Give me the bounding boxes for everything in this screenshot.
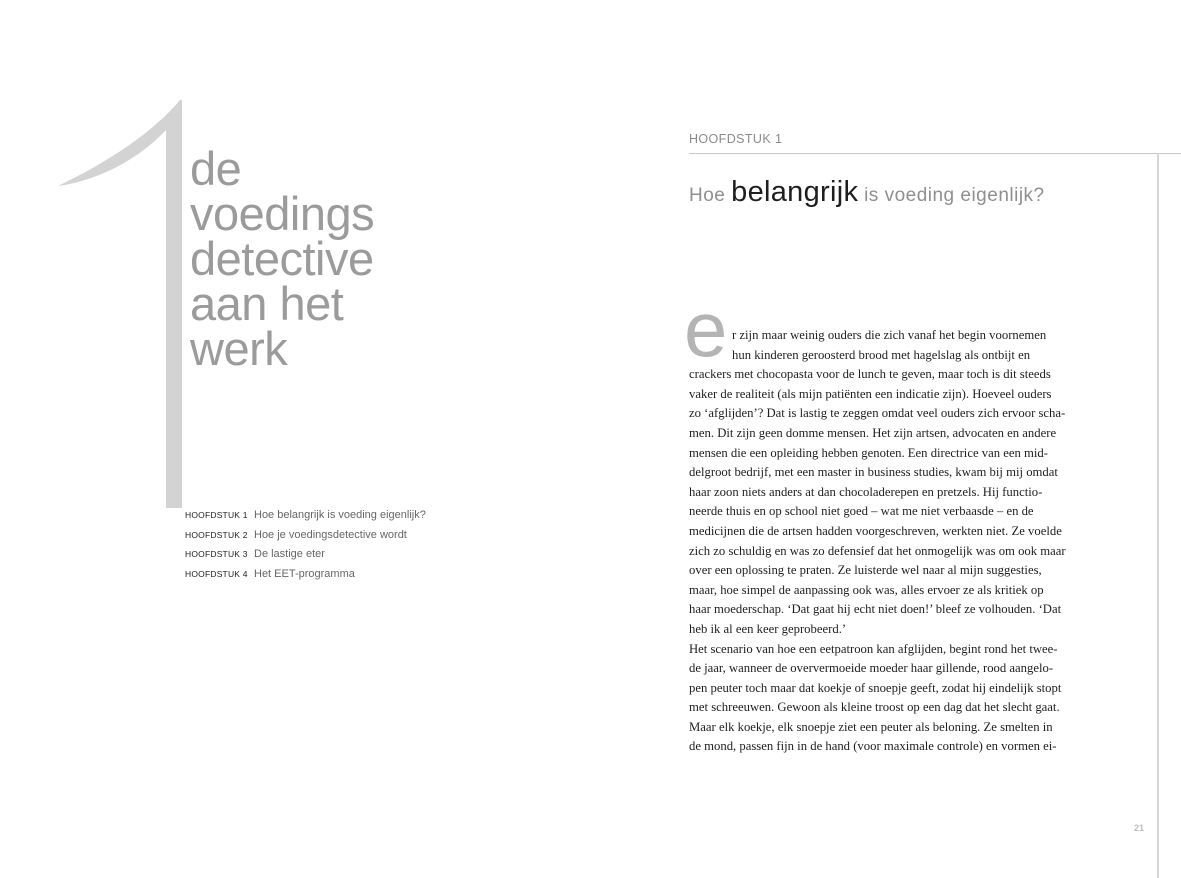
body-line: neerde thuis en op school niet goed – wat me niet verbaasde – en de	[689, 504, 1034, 519]
toc-title: Hoe je voedingsdetective wordt	[254, 528, 407, 541]
body-line: delgroot bedrijf, met een master in business studies, kwam bij mij omdat	[689, 465, 1058, 480]
drop-cap: e	[684, 285, 728, 373]
toc-label: HOOFDSTUK 2	[185, 529, 248, 540]
body-line: zich zo schuldig en was zo defensief dat het onmogelijk was om ook maar	[689, 543, 1066, 558]
section-title-emphasis: belangrijk	[731, 176, 859, 208]
toc-label: HOOFDSTUK 4	[185, 568, 248, 579]
page-number: 21	[1134, 823, 1145, 833]
chapter-title-line: de	[190, 142, 242, 195]
body-line: maar, hoe simpel de aanpassing ook was, alles ervoer ze als kritiek op	[689, 582, 1044, 597]
toc-title: Hoe belangrijk is voeding eigenlijk?	[254, 509, 426, 521]
body-line: Maar elk koekje, elk snoepje ziet een peuter als beloning. Ze smelten in	[689, 719, 1053, 734]
toc-label: HOOFDSTUK 1	[185, 510, 248, 520]
body-line: r zijn maar weinig ouders die zich vanaf het begin voornemen	[732, 328, 1047, 342]
body-line: men. Dit zijn geen domme mensen. Het zijn artsen, advocaten en andere	[689, 425, 1057, 440]
section-title-post: is voeding eigenlijk?	[864, 185, 1045, 206]
body-line: pen peuter toch maar dat koekje of snoepje geeft, zodat hij eindelijk stopt	[689, 680, 1062, 695]
toc-item[interactable]	[185, 525, 426, 545]
chapter-title-line: aan het	[190, 277, 344, 330]
body-line: over een oplossing te praten. Ze luisterde wel naar al mijn suggesties,	[689, 563, 1042, 578]
body-line: mensen die een opleiding hebben genoten. Een directrice van een mid-	[689, 445, 1048, 460]
toc-title: De lastige eter	[254, 548, 325, 560]
body-line: haar moederschap. ‘Dat gaat hij echt niet doen!’ bleef ze volhouden. ‘Dat	[689, 602, 1062, 617]
chapter-title-line: detective	[190, 232, 374, 285]
body-line: hun kinderen geroosterd brood met hagelslag als ontbijt en	[732, 347, 1031, 362]
section-title-pre: Hoe	[689, 185, 726, 206]
table-of-contents	[185, 505, 426, 583]
chapter-number-1	[40, 96, 200, 516]
body-line: zo ‘afglijden’? Dat is lastig te zeggen omdat veel ouders zich ervoor scha-	[689, 406, 1066, 421]
body-line: crackers met chocopasta voor de lunch te geven, maar toch is dit steeds	[689, 367, 1051, 382]
body-line: haar zoon niets anders at dan chocoladerepen en pretzels. Hij functio-	[689, 484, 1043, 499]
body-text	[689, 326, 1094, 757]
toc-title: Het EET-programma	[254, 567, 355, 580]
toc-item[interactable]	[185, 564, 426, 584]
running-head: HOOFDSTUK 1	[689, 132, 783, 146]
header-divider	[689, 153, 1181, 154]
chapter-title-line: werk	[190, 322, 288, 375]
toc-item[interactable]	[185, 544, 426, 564]
body-line: Het scenario van hoe een eetpatroon kan afglijden, begint rond het twee-	[689, 641, 1058, 656]
toc-item[interactable]	[185, 505, 426, 525]
body-line: de jaar, wanneer de oververmoeide moeder haar gillende, rood aangelo-	[689, 661, 1054, 676]
body-line: vaker de realiteit (als mijn patiënten een indicatie zijn). Hoeveel ouders	[689, 386, 1052, 401]
body-line: de mond, passen fijn in de hand (voor maximale controle) en vormen ei-	[689, 739, 1057, 754]
section-title	[689, 176, 1045, 209]
body-line: met schreeuwen. Gewoon als kleine troost op een dag dat het slecht gaat.	[689, 700, 1060, 715]
chapter-title	[190, 142, 375, 375]
toc-label: HOOFDSTUK 3	[185, 549, 248, 559]
chapter-title-line: voedings	[190, 187, 375, 240]
page-edge-divider	[1157, 153, 1159, 878]
body-line: medicijnen die de artsen hadden voorgeschreven, werkten niet. Ze voelde	[689, 523, 1062, 538]
body-line: heb ik al een keer geprobeerd.’	[689, 621, 847, 636]
